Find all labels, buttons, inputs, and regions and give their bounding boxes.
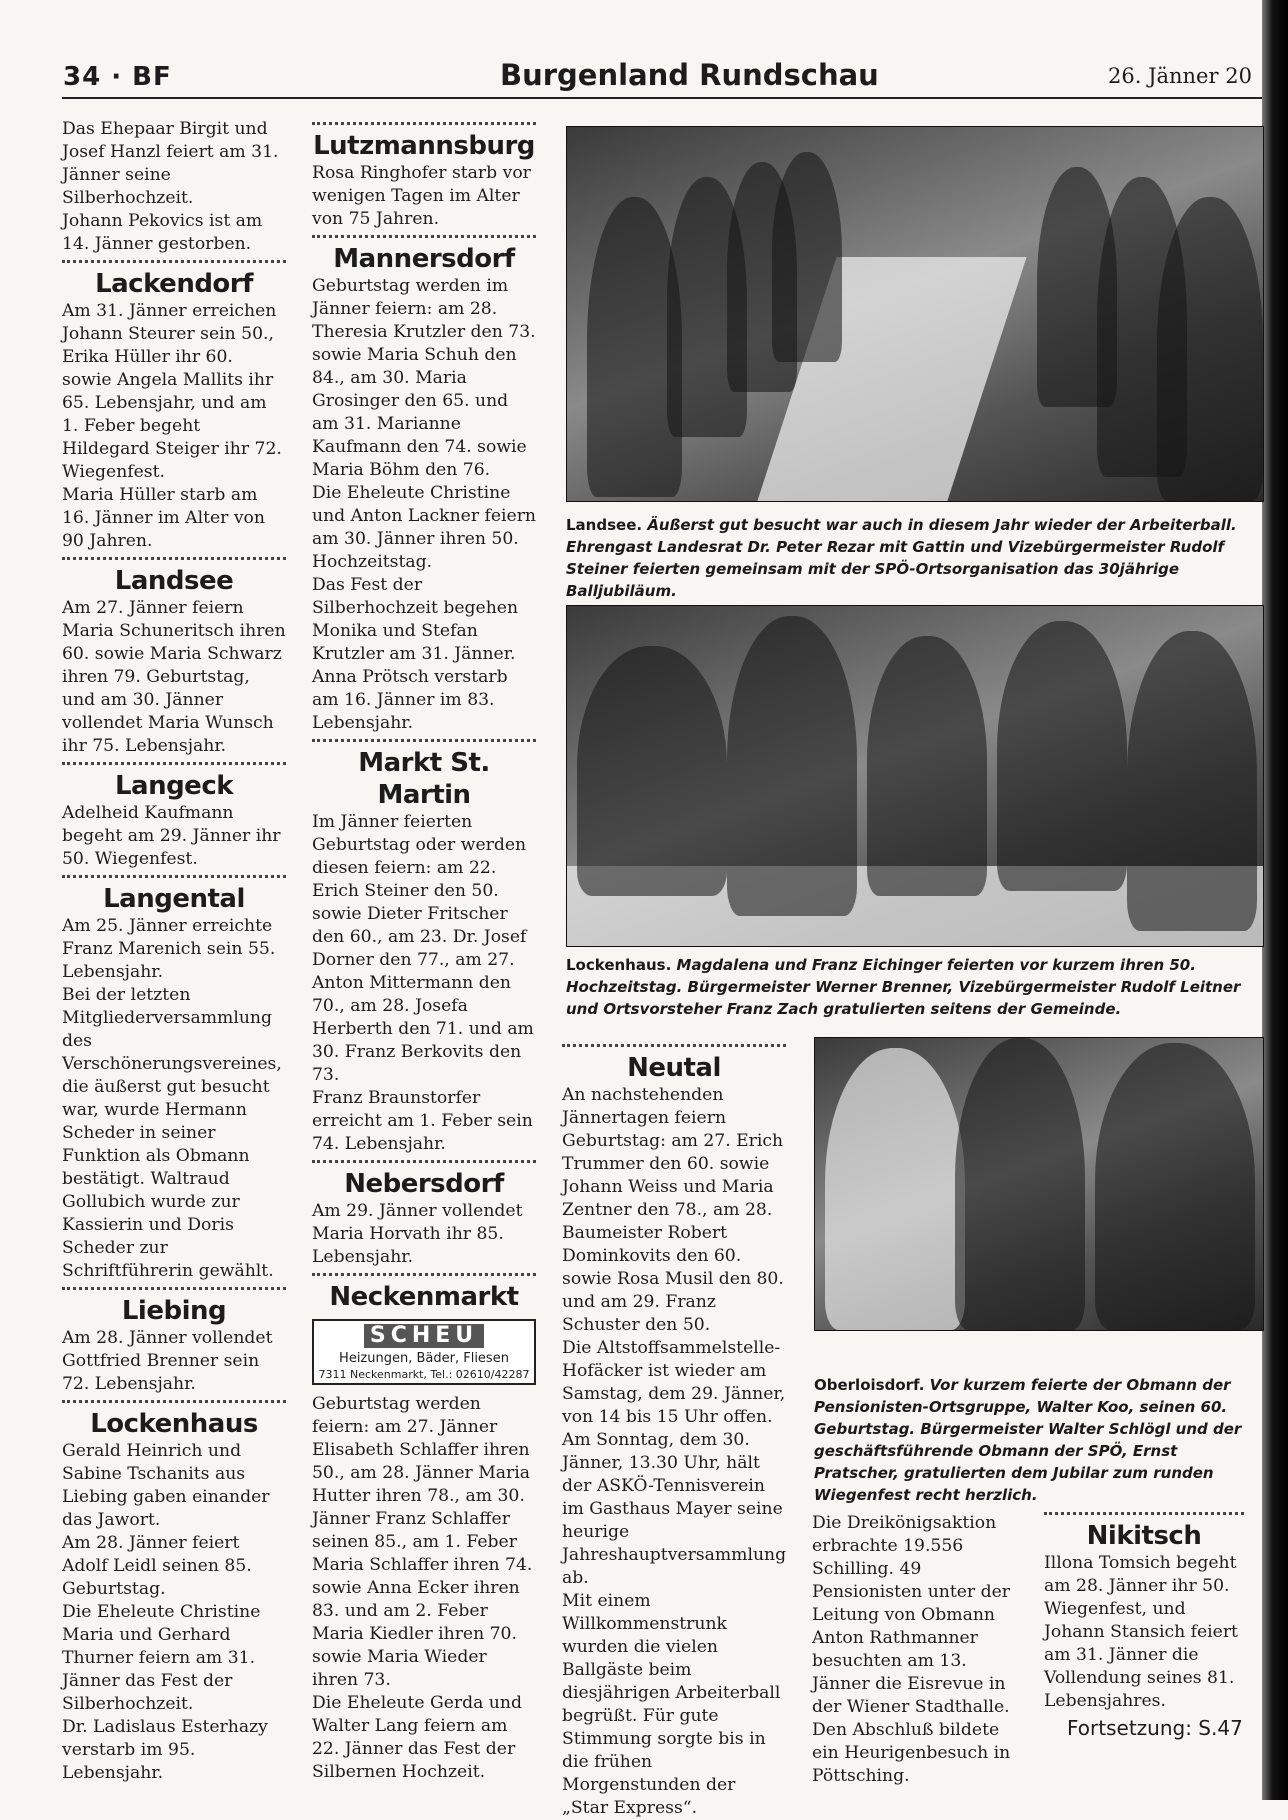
section-title: Markt St. Martin [312,739,536,811]
section-markt-st-martin [312,739,536,1156]
section-title: Langeck [62,762,286,802]
column-3 [562,1040,786,1820]
section-nebersdorf [312,1160,536,1269]
article-paragraph: Geburtstag werden im Jänner feiern: am 28. Theresia Krutzler den 73. sowie Maria Schuh den 84., am 30. Maria Grosinger den 65. und am 31. Marianne Kaufmann den 74. sowie Maria Böhm den 76. [312,276,536,480]
section-title: Lockenhaus [62,1400,286,1440]
photo-figure [867,636,987,896]
photo-lockenhaus-anniversary [566,605,1264,947]
photo-figure [1157,197,1263,501]
section-nikitsch [1044,1512,1244,1788]
photo-figure [577,646,727,896]
section-title: Langental [62,875,286,915]
photo-landsee-ball [566,126,1264,502]
article-paragraph: Am 28. Jänner vollendet Gottfried Brenner sein 72. Lebensjahr. [62,1328,273,1394]
article-paragraph: Am Sonntag, dem 30. Jänner, 13.30 Uhr, hält der ASKÖ-Tennisverein im Gasthaus Mayer seine heurige Jahreshauptversammlung ab. [562,1430,787,1588]
ad-contact: 7311 Neckenmarkt, Tel.: 02610/42287 [318,1368,530,1381]
column-4 [812,1512,1272,1788]
publication-title: Burgenland Rundschau [500,58,879,92]
section-langental [62,875,286,1283]
section-mannersdorf [312,235,536,735]
photo-figure [1127,631,1257,931]
caption-text: Vor kurzem feierte der Obmann der Pensionisten-Ortsgruppe, Walter Koo, seinen 60. Geburtstag. Bürgermeister Walter Schlögl und der geschäftsführende Obmann der SPÖ, Ernst Pratscher, gratulierten dem Jubilar zum runden Wiegenfest recht herzlich. [814,1376,1242,1504]
photo-figure [727,616,857,916]
article-paragraph: Adelheid Kaufmann begeht am 29. Jänner ihr 50. Wiegenfest. [62,803,281,869]
caption-place: Oberloisdorf. [814,1376,925,1394]
ad-logo: SCHEU [364,1324,484,1348]
caption-place: Landsee. [566,516,643,534]
section-neutal [562,1044,786,1820]
column-2 [312,118,536,1784]
article-paragraph: Maria Hüller starb am 16. Jänner im Alter von 90 Jahren. [62,485,265,551]
photo-caption [566,954,1266,1020]
photo-caption [814,1374,1264,1506]
article-paragraph: Die Eheleute Christine und Anton Lackner feiern am 30. Jänner ihren 50. Hochzeitstag. [312,483,536,572]
section-lockenhaus [62,1400,286,1785]
article-paragraph: Am 27. Jänner feiern Maria Schuneritsch ihren 60. sowie Maria Schwarz ihren 79. Geburtstag, und am 30. Jänner vollendet Maria Wunsch ihr 75. Lebensjahr. [62,598,286,756]
ad-tagline: Heizungen, Bäder, Fliesen [339,1351,509,1366]
advertisement-scheu [312,1319,536,1385]
page-header [0,56,1262,100]
section-title: Nebersdorf [312,1160,536,1200]
caption-text: Magdalena und Franz Eichinger feierten vor kurzem ihren 50. Hochzeitstag. Bürgermeister Werner Brenner, Vizebürgermeister Rudolf Leitner und Ortsvorsteher Franz Zach gratulierten seitens der Gemeinde. [566,956,1241,1018]
header-rule [62,97,1262,99]
article-paragraph: Die Eheleute Christine Maria und Gerhard Thurner feiern am 31. Jänner das Fest der Silberhochzeit. [62,1602,261,1714]
caption-place: Lockenhaus. [566,956,672,974]
article-paragraph: Franz Braunstorfer erreicht am 1. Feber sein 74. Lebensjahr. [312,1088,533,1154]
section-title: Liebing [62,1287,286,1327]
section-langeck [62,762,286,871]
photo-figure [997,621,1127,891]
photo-figure [825,1048,965,1330]
article-paragraph: An nachstehenden Jännertagen feiern Geburtstag: am 27. Erich Trummer den 60. sowie Johann Weiss und Maria Zentner den 78., am 28. Baumeister Robert Dominkovits den 60. sowie Rosa Musil den 80. und am 29. Franz Schuster den 50. [562,1085,784,1335]
photo-oberloisdorf-birthday [814,1037,1264,1331]
section-landsee [62,557,286,758]
article-paragraph: Gerald Heinrich und Sabine Tschanits aus Liebing gaben einander das Jawort. [62,1441,270,1530]
article-paragraph: Am 28. Jänner feiert Adolf Leidl seinen 85. Geburtstag. [62,1533,252,1599]
oberloisdorf-continued [812,1512,1022,1788]
photo-caption [566,514,1266,602]
section-title: Lackendorf [62,260,286,300]
article-paragraph: Das Ehepaar Birgit und Josef Hanzl feiert am 31. Jänner seine Silberhochzeit. [62,119,279,208]
section-liebing [62,1287,286,1396]
article-paragraph: Am 29. Jänner vollendet Maria Horvath ihr 85. Lebensjahr. [312,1201,523,1267]
article-paragraph: Mit einem Willkommenstrunk wurden die vielen Ballgäste beim diesjährigen Arbeiterball begrüßt. Für gute Stimmung sorgte bis in die frühen Morgenstunden der „Star Express“. [562,1591,781,1818]
continuation-note: Fortsetzung: S.47 [1067,1716,1243,1740]
column-1 [62,118,286,1785]
section-title: Mannersdorf [312,235,536,275]
article-paragraph: Die Dreikönigsaktion erbrachte 19.556 Schilling. 49 Pensionisten unter der Leitung von Obmann Anton Rathmanner besuchten am 13. Jänner die Eisrevue in der Wiener Stadthalle. Den Abschluß bildete ein Heurigenbesuch in Pöttsching. [812,1513,1011,1786]
section-title: Landsee [62,557,286,597]
section-lutzmannsburg [312,122,536,231]
article-paragraph: Die Altstoffsammelstelle-Hofäcker ist wieder am Samstag, dem 29. Jänner, von 14 bis 15 Uhr offen. [562,1338,786,1427]
page-number: 34 · BF [63,62,172,92]
article-paragraph: Illona Tomsich begeht am 28. Jänner ihr 50. Wiegenfest, und Johann Stansich feiert am 31. Jänner die Vollendung seines 81. Lebensjahres. [1044,1553,1238,1711]
article-paragraph: Am 25. Jänner erreichte Franz Marenich sein 55. Lebensjahr. [62,916,276,982]
article-paragraph: Bei der letzten Mitgliederversammlung des Verschönerungsvereines, die äußerst gut besucht war, wurde Hermann Scheder in seiner Funktion als Obmann bestätigt. Waltraud Gollubich wurde zur Kassierin und Doris Scheder zur Schriftführerin gewählt. [62,985,282,1281]
article-paragraph: Anna Prötsch verstarb am 16. Jänner im 83. Lebensjahr. [312,667,508,733]
article-paragraph: Rosa Ringhofer starb vor wenigen Tagen im Alter von 75 Jahren. [312,163,531,229]
article-paragraph: Die Eheleute Gerda und Walter Lang feiern am 22. Jänner das Fest der Silbernen Hochzeit. [312,1693,522,1782]
caption-text: Äußerst gut besucht war auch in diesem Jahr wieder der Arbeiterball. Ehrengast Landesrat Dr. Peter Rezar mit Gattin und Vizebürgermeister Rudolf Steiner feierten gemeinsam mit der SPÖ-Ortsorganisation das 30jährige Balljubiläum. [566,516,1237,600]
section-title: Lutzmannsburg [312,122,536,162]
section-title: Nikitsch [1044,1512,1244,1552]
section-title: Neutal [562,1044,786,1084]
photo-figure [955,1038,1085,1330]
article-paragraph: Dr. Ladislaus Esterhazy verstarb im 95. Lebensjahr. [62,1717,268,1783]
article-paragraph: Johann Pekovics ist am 14. Jänner gestorben. [62,211,263,254]
article-paragraph: Geburtstag werden feiern: am 27. Jänner Elisabeth Schlaffer ihren 50., am 28. Jänner Maria Hutter ihren 78., am 30. Jänner Franz Schlaffer seinen 85., am 1. Feber Maria Schlaffer ihren 74. sowie Anna Ecker ihren 83. und am 2. Feber Maria Kiedler ihren 70. sowie Maria Wieder ihren 73. [312,1394,533,1690]
issue-date: 26. Jänner 20 [1108,64,1252,88]
section-neckenmarkt [312,1273,536,1784]
article-paragraph: Im Jänner feierten Geburtstag oder werden diesen feiern: am 22. Erich Steiner den 50. sowie Dieter Fritscher den 60., am 23. Dr. Josef Dorner den 77., am 27. Anton Mittermann den 70., am 28. Josefa Herberth den 71. und am 30. Franz Berkovits den 73. [312,812,534,1085]
photo-figure [1095,1043,1255,1330]
photo-figure [772,152,842,362]
section-title: Neckenmarkt [312,1273,536,1313]
article-paragraph: Am 31. Jänner erreichen Johann Steurer sein 50., Erika Hüller ihr 60. sowie Angela Mallits ihr 65. Lebensjahr, und am 1. Feber begeht Hildegard Steiger ihr 72. Wiegenfest. [62,301,282,482]
article-paragraph: Das Fest der Silberhochzeit begehen Monika und Stefan Krutzler am 31. Jänner. [312,575,519,664]
section-lackendorf [62,260,286,553]
